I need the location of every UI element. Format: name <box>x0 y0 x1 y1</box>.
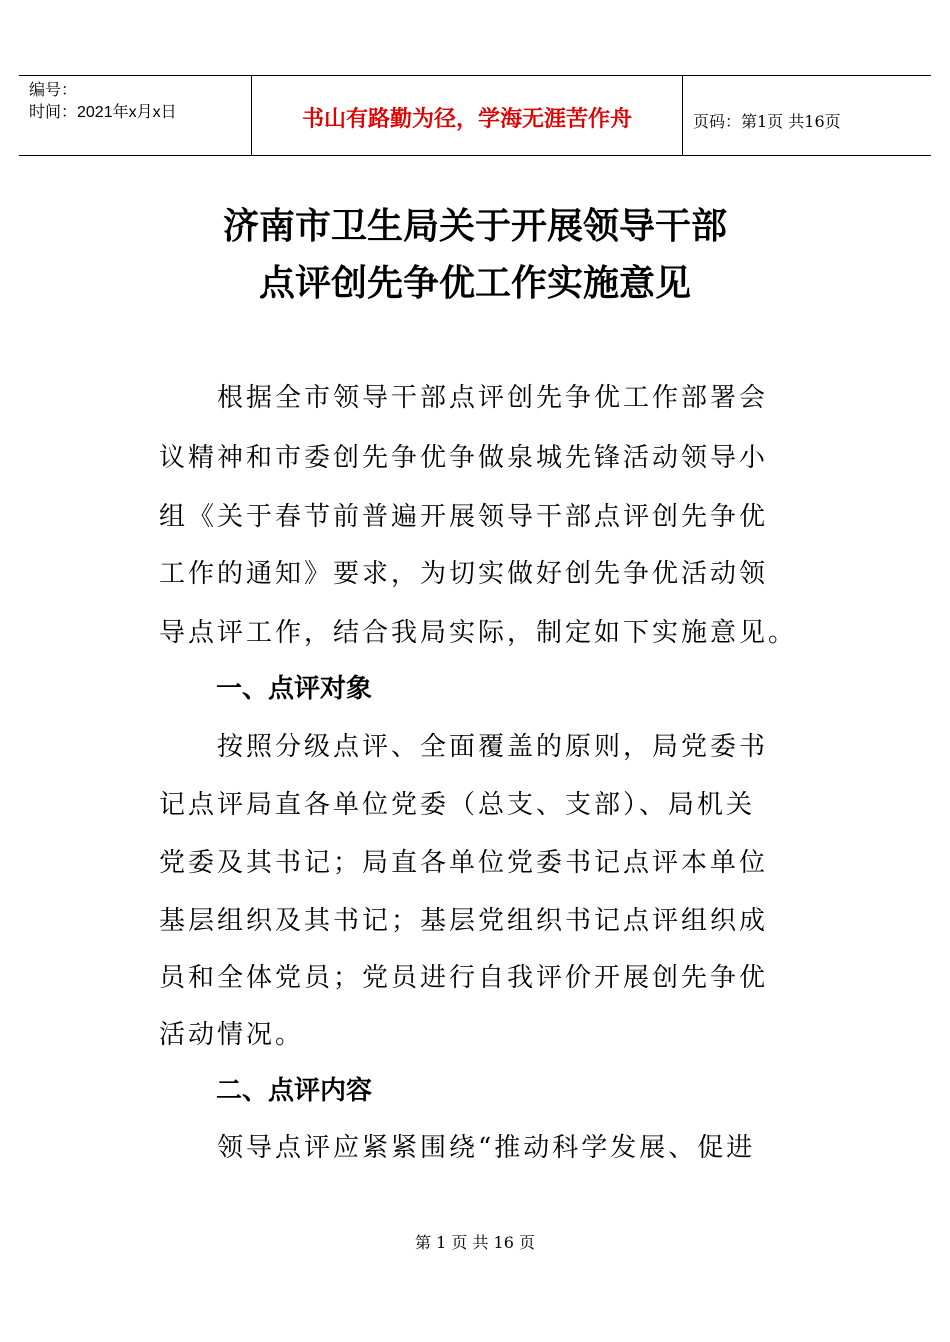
document-number-label: 编号： <box>29 82 78 99</box>
body-line: 导点评工作，结合我局实际，制定如下实施意见。 <box>159 618 798 648</box>
body-line: 基层组织及其书记；基层党组织书记点评组织成 <box>159 906 769 936</box>
body-line: 党委及其书记；局直各单位党委书记点评本单位 <box>159 848 769 878</box>
document-time-label: 时间：2021年x月x日 <box>29 104 177 121</box>
body-line: 员和全体党员；党员进行自我评价开展创先争优 <box>159 963 769 993</box>
header-motto: 书山有路勤为径，学海无涯苦作舟 <box>301 107 632 132</box>
header-table <box>19 75 931 156</box>
header-meta <box>29 80 177 124</box>
body-line: 记点评局直各单位党委（总支、支部）、局机关 <box>159 790 756 820</box>
body-line: 根据全市领导干部点评创先争优工作部署会 <box>159 383 769 413</box>
document-title-line-1: 济南市卫生局关于开展领导干部 <box>222 205 727 247</box>
body-line: 议精神和市委创先争优争做泉城先锋活动领导小 <box>159 443 769 473</box>
section-heading: 二、点评内容 <box>216 1076 373 1106</box>
section-heading: 一、点评对象 <box>216 674 373 704</box>
body-line: 按照分级点评、全面覆盖的原则，局党委书 <box>159 732 769 762</box>
body-line: 领导点评应紧紧围绕“推动科学发展、促进 <box>159 1133 756 1163</box>
body-line: 活动情况。 <box>159 1020 305 1050</box>
body-line: 工作的通知》要求，为切实做好创先争优活动领 <box>159 559 769 589</box>
document-title-line-2: 点评创先争优工作实施意见 <box>258 262 691 304</box>
header-page-info: 页码：第1页 共16页 <box>693 112 841 131</box>
page-footer: 第 1 页 共 16 页 <box>415 1233 535 1252</box>
body-line: 组《关于春节前普遍开展领导干部点评创先争优 <box>159 502 769 532</box>
